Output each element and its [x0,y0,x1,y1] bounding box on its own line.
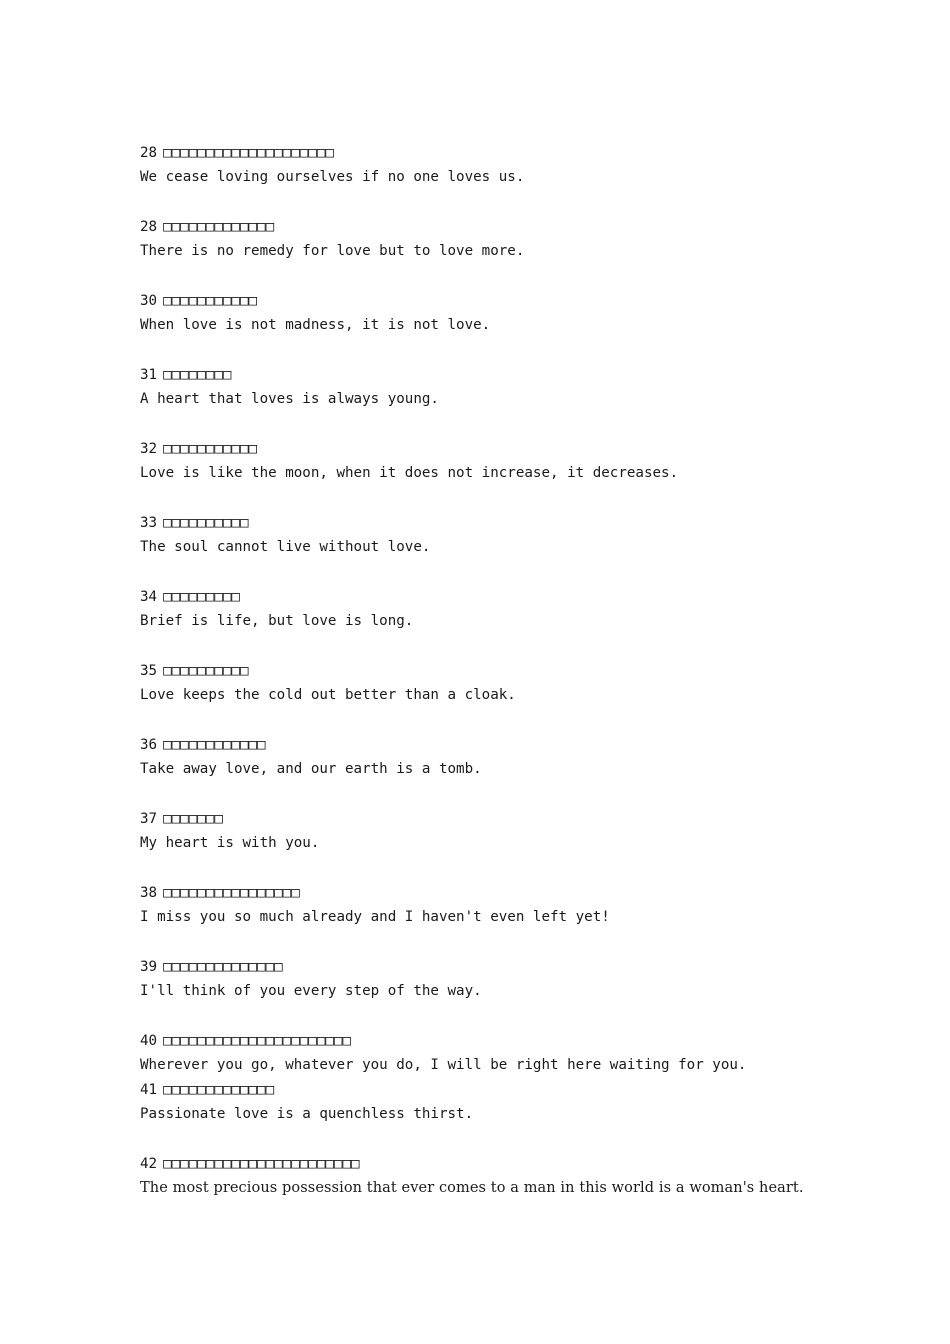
quote-english: There is no remedy for love but to love more. [140,243,525,259]
quote-number: 33 [140,515,158,531]
quote-chinese-line [140,884,840,908]
quote-english: The soul cannot live without love. [140,539,431,555]
quote-english: Passionate love is a quenchless thirst. [140,1106,474,1122]
quote-english: A heart that loves is always young. [140,391,439,407]
quote-chinese-line [140,1032,840,1056]
quote-entry [140,1155,840,1204]
quote-chinese: □□□□□□□□ [163,367,232,383]
quote-entry [140,810,840,884]
quote-chinese: □□□□□□□□□□□□□ [163,219,275,235]
quote-entry [140,440,840,514]
quote-entry [140,292,840,366]
quote-english: When love is not madness, it is not love. [140,317,491,333]
quote-chinese: □□□□□□□□□□□□□□ [163,959,283,975]
quote-number: 30 [140,293,158,309]
quote-chinese: □□□□□□□□□□ [163,663,249,679]
quote-entry [140,662,840,736]
quote-entry [140,514,840,588]
quote-english: My heart is with you. [140,835,320,851]
quote-chinese-line [140,1081,840,1105]
quote-chinese-line [140,662,840,686]
spacer [140,711,840,736]
quote-chinese-line [140,810,840,834]
quote-entry [140,958,840,1032]
quote-chinese: □□□□□□□□□□□□□□□□ [163,885,300,901]
spacer [140,785,840,810]
quote-number: 28 [140,219,158,235]
quote-english: Wherever you go, whatever you do, I will be right here waiting for you. [140,1057,747,1073]
quote-number: 37 [140,811,158,827]
spacer [140,1007,840,1032]
quote-entry [140,1032,840,1081]
quote-list [140,144,840,1204]
quote-number: 28 [140,145,158,161]
quote-entry [140,144,840,218]
quote-english: Love keeps the cold out better than a cloak. [140,687,516,703]
quote-chinese-line [140,514,840,538]
quote-entry [140,366,840,440]
quote-chinese-line [140,218,840,242]
spacer [140,415,840,440]
quote-chinese: □□□□□□□□□□□ [163,441,258,457]
quote-chinese-line [140,588,840,612]
quote-number: 34 [140,589,158,605]
quote-english: I miss you so much already and I haven't even left yet! [140,909,610,925]
spacer [140,859,840,884]
quote-chinese: □□□□□□□□□□ [163,515,249,531]
quote-entry [140,588,840,662]
spacer [140,637,840,662]
quote-english: The most precious possession that ever comes to a man in this world is a woman's heart. [140,1180,804,1196]
quote-chinese: □□□□□□□□□□□□□□□□□□□□□□ [163,1033,352,1049]
quote-chinese: □□□□□□□□□□□□□□□□□□□□□□□ [163,1156,360,1172]
quote-english: I'll think of you every step of the way. [140,983,482,999]
quote-number: 38 [140,885,158,901]
quote-number: 32 [140,441,158,457]
quote-chinese-line [140,144,840,168]
quote-entry [140,218,840,292]
quote-chinese-line [140,736,840,760]
quote-english: Love is like the moon, when it does not increase, it decreases. [140,465,679,481]
quote-number: 40 [140,1033,158,1049]
quote-chinese: □□□□□□□□□□□□□□□□□□□□ [163,145,334,161]
spacer [140,563,840,588]
quote-english: Take away love, and our earth is a tomb. [140,761,482,777]
spacer [140,267,840,292]
quote-chinese: □□□□□□□□□□□□□ [163,1082,275,1098]
quote-chinese-line [140,366,840,390]
quote-number: 41 [140,1082,158,1098]
spacer [140,341,840,366]
spacer [140,1130,840,1155]
quote-chinese-line [140,1155,840,1179]
spacer [140,489,840,514]
quote-number: 31 [140,367,158,383]
quote-number: 36 [140,737,158,753]
quote-chinese-line [140,958,840,982]
quote-chinese-line [140,292,840,316]
quote-chinese: □□□□□□□ [163,811,223,827]
quote-entry [140,1081,840,1155]
quote-chinese: □□□□□□□□□ [163,589,240,605]
quote-chinese: □□□□□□□□□□□ [163,293,258,309]
spacer [140,933,840,958]
quote-number: 35 [140,663,158,679]
quote-english: Brief is life, but love is long. [140,613,414,629]
quote-english: We cease loving ourselves if no one loves us. [140,169,525,185]
quote-number: 39 [140,959,158,975]
quote-chinese: □□□□□□□□□□□□ [163,737,266,753]
quote-entry [140,736,840,810]
quote-entry [140,884,840,958]
spacer [140,193,840,218]
quote-number: 42 [140,1156,158,1172]
quote-chinese-line [140,440,840,464]
